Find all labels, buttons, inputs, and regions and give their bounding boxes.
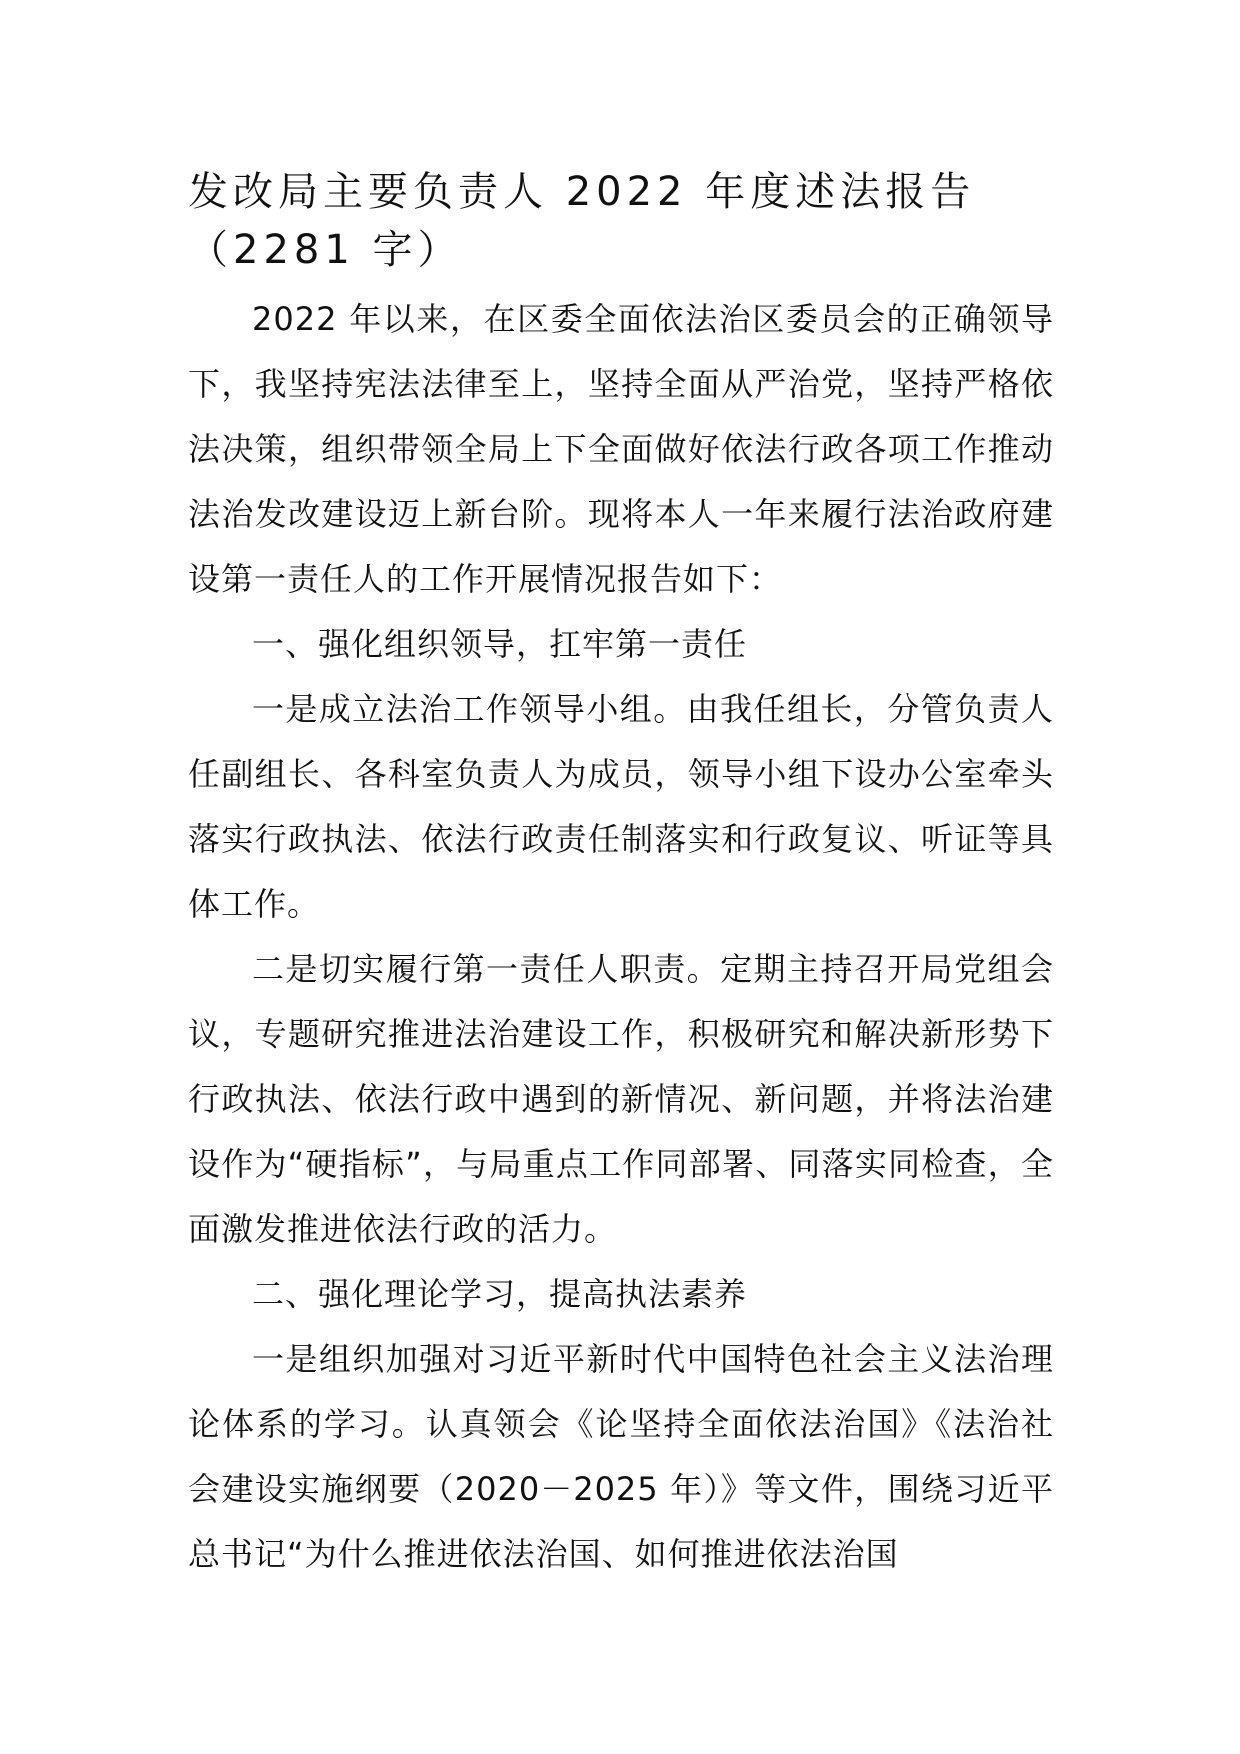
body-paragraph: 一是成立法治工作领导小组。由我任组长，分管负责人任副组长、各科室负责人为成员，领导小组下设办公室牵头落实行政执法、依法行政责任制落实和行政复议、听证等具体工作。 [188,690,1054,923]
body-paragraph: 二是切实履行第一责任人职责。定期主持召开局党组会议，专题研究推进法治建设工作，积极研究和解决新形势下行政执法、依法行政中遇到的新情况、新问题，并将法治建设作为“硬指标”，与局重点工作同部署、同落实同检查，全面激发推进依法行政的活力。 [188,950,1054,1248]
body-paragraph: 一是组织加强对习近平新时代中国特色社会主义法治理论体系的学习。认真领会《论坚持全面依法治国》《法治社会建设实施纲要（2020－2025 年）》等文件，围绕习近平总书记“为什么推进依法治国、如何推进依法治国 [188,1340,1054,1573]
section-heading-1: 一、强化组织领导，扛牢第一责任 [252,625,748,663]
document-title: 发改局主要负责人 2022 年度述法报告（2281 字） [188,169,976,273]
document-body [188,287,1054,1587]
intro-paragraph: 2022 年以来，在区委全面依法治区委员会的正确领导下，我坚持宪法法律至上，坚持全面从严治党，坚持严格依法决策，组织带领全局上下全面做好依法行政各项工作推动法治发改建设迈上新台阶。现将本人一年来履行法治政府建设第一责任人的工作开展情况报告如下： [188,300,1054,598]
section-heading-2: 二、强化理论学习，提高执法素养 [252,1275,748,1313]
document-content [188,163,1054,1587]
